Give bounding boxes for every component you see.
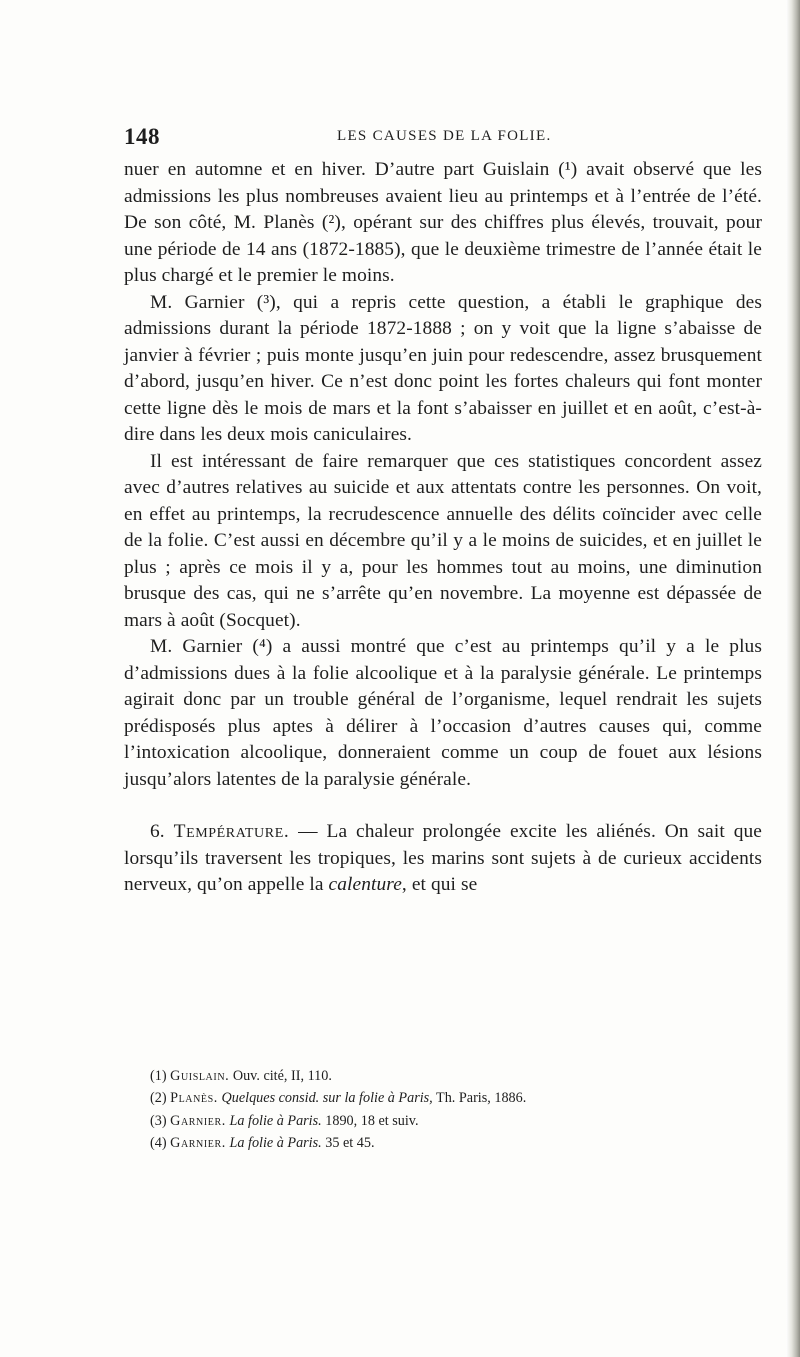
paragraph-1: nuer en automne et en hiver. D’autre part Guislain (¹) avait observé que les admissions les plus nombreuses avaient lieu au printemps et à l’entrée de l’été. De son côté, M. Planès (²), opérant sur des chiffres plus élevés, trouvait, pour une période de 14 ans (1872-1885), que le deuxième trimestre de l’année était le plus chargé et le premier le moins. (124, 159, 762, 286)
footnote-author: Guislain. (170, 1068, 230, 1084)
section-emphasis: calenture (328, 874, 402, 895)
page-edge-shadow (786, 0, 800, 1357)
running-title: LES CAUSES DE LA FOLIE. (337, 128, 552, 144)
page-header (124, 124, 764, 150)
paragraph-4: M. Garnier (⁴) a aussi montré que c’est au printemps qu’il y a le plus d’admissions dues à la folie alcoolique et à la paralysie générale. Le printemps agirait donc par un trouble général de l’organisme, lequel rendrait les sujets prédisposés plus aptes à délirer à l’occasion d’autres causes qui, comme l’intoxication alcoolique, donneraient comme un coup de fouet aux lésions jusqu’alors latentes de la paralysie générale. (124, 636, 762, 790)
section-6-paragraph (124, 819, 762, 899)
footnote-1: (1) Guislain. Ouv. cité, II, 110. (150, 1068, 332, 1084)
section-title: Température. (173, 821, 290, 842)
section-number: 6. (150, 821, 165, 842)
footnote-author: Garnier. (170, 1134, 226, 1151)
footnote-author: Garnier. (170, 1112, 226, 1129)
footnote-3: (3) Garnier. La folie à Paris. 1890, 18 et suiv. (150, 1112, 419, 1129)
section-text-after: , et qui se (401, 874, 478, 895)
footnote-author: Planès. (170, 1090, 218, 1107)
paragraph-3: Il est intéressant de faire remarquer que ces statistiques concordent assez avec d’autres relatives au suicide et aux attentats contre les personnes. On voit, en effet au printemps, la recrudescence annuelle des délits coïncider avec celle de la folie. C’est aussi en décembre qu’il y a le moins de suicides, et en juillet le plus ; après ce mois il y a, pour les hommes tout au moins, une diminution brusque des cas, qui ne s’arrête qu’en novembre. La moyenne est dépassée de mars à août (Socquet). (124, 450, 762, 631)
footnote-4: (4) Garnier. La folie à Paris. 35 et 45. (150, 1134, 375, 1151)
paragraph-2: M. Garnier (³), qui a repris cette question, a établi le graphique des admissions durant la période 1872-1888 ; on y voit que la ligne s’abaisse de janvier à février ; puis monte jusqu’en juin pour redescendre, assez brusquement d’abord, jusqu’en hiver. Ce n’est donc point les fortes chaleurs qui font monter cette ligne dès le mois de mars et la font s’abaisser en juillet et en août, c’est-à-dire dans les deux mois caniculaires. (124, 291, 762, 445)
section-text-before: — La chaleur prolongée excite les aliénés. On sait que lorsqu’ils traversent les tropiques, les marins sont sujets à de curieux accidents nerveux, qu’on appelle la (124, 821, 763, 895)
body-text (124, 157, 762, 899)
footnote-2: (2) Planès. Quelques consid. sur la folie à Paris, Th. Paris, 1886. (150, 1090, 527, 1107)
page-number: 148 (124, 124, 160, 149)
footnotes (150, 1065, 762, 1154)
